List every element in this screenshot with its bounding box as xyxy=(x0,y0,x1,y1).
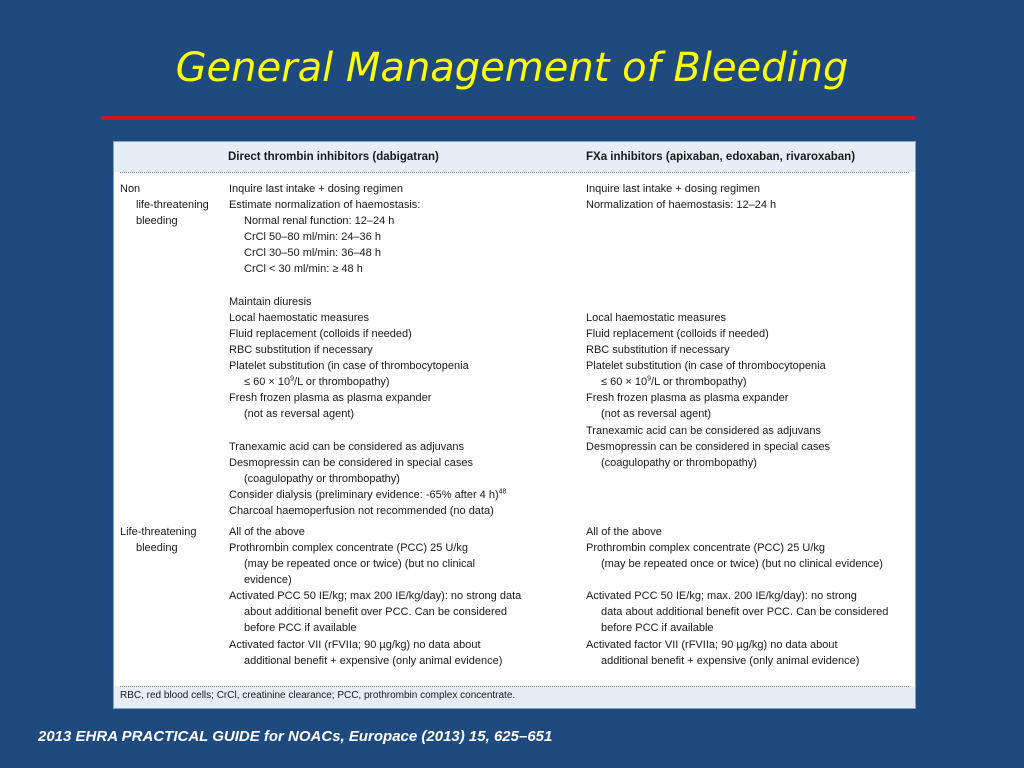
dti-platelet-unit: /L or thrombopathy) xyxy=(294,376,390,388)
dti-dialysis-text: Consider dialysis (preliminary evidence: -65% after 4 h) xyxy=(229,489,499,501)
dti-line: Fluid replacement (colloids if needed) xyxy=(229,328,412,340)
dti-life-line: about additional benefit over PCC. Can be considered xyxy=(244,606,507,618)
row-label-life-2: bleeding xyxy=(136,542,178,554)
dti-superscript-48: 48 xyxy=(498,488,507,496)
dti-life-line: Activated PCC 50 IE/kg; max 200 IE/kg/day): no strong data xyxy=(229,590,522,602)
fxa-platelet-unit: /L or thrombopathy) xyxy=(651,376,747,388)
fxa-life-line: before PCC if available xyxy=(601,622,714,634)
fxa-line: Tranexamic acid can be considered as adjuvans xyxy=(586,425,822,437)
dti-life-line: evidence) xyxy=(244,574,292,586)
dti-line: CrCl 30–50 ml/min: 36–48 h xyxy=(244,247,381,259)
dti-life-line: (may be repeated once or twice) (but no clinical xyxy=(244,558,476,570)
fxa-life-line: additional benefit + expensive (only animal evidence) xyxy=(601,655,860,667)
dti-platelet-threshold: ≤ 60 × 10 xyxy=(244,376,291,388)
dti-line: Desmopressin can be considered in special cases xyxy=(229,457,473,469)
table-header-row xyxy=(114,142,915,172)
dti-line: (coagulopathy or thrombopathy) xyxy=(244,473,400,485)
dti-line: Charcoal haemoperfusion not recommended (no data) xyxy=(229,505,494,517)
dti-line: Fresh frozen plasma as plasma expander xyxy=(229,392,432,404)
dti-line: (not as reversal agent) xyxy=(244,408,355,420)
fxa-line: RBC substitution if necessary xyxy=(586,344,730,356)
row-label-life-1: Life-threatening xyxy=(120,526,197,538)
fxa-line: Normalization of haemostasis: 12–24 h xyxy=(586,199,777,211)
dti-line xyxy=(244,374,390,390)
citation: 2013 EHRA PRACTICAL GUIDE for NOACs, Europace (2013) 15, 625–651 xyxy=(38,728,553,745)
fxa-life-line: (may be repeated once or twice) (but no clinical evidence) xyxy=(601,558,883,570)
row-label-nonlife-2: life-threatening xyxy=(136,199,209,211)
header-divider xyxy=(120,172,909,173)
dti-superscript-9: 9 xyxy=(290,375,295,383)
fxa-line: (coagulopathy or thrombopathy) xyxy=(601,457,757,469)
fxa-line: Local haemostatic measures xyxy=(586,312,727,324)
fxa-line: Fluid replacement (colloids if needed) xyxy=(586,328,769,340)
fxa-life-line: Activated PCC 50 IE/kg; max. 200 IE/kg/day): no strong xyxy=(586,590,857,602)
dti-line: CrCl 50–80 ml/min: 24–36 h xyxy=(244,231,381,243)
fxa-line: Inquire last intake + dosing regimen xyxy=(586,183,760,195)
column-header-fxa: FXa inhibitors (apixaban, edoxaban, rivaroxaban) xyxy=(586,151,856,163)
fxa-line: Desmopressin can be considered in special cases xyxy=(586,441,830,453)
dti-life-line: All of the above xyxy=(229,526,305,538)
dti-life-line: additional benefit + expensive (only animal evidence) xyxy=(244,655,503,667)
dti-line: Tranexamic acid can be considered as adjuvans xyxy=(229,441,465,453)
dti-line: Platelet substitution (in case of thrombocytopenia xyxy=(229,360,469,372)
dti-line: Inquire last intake + dosing regimen xyxy=(229,183,403,195)
dti-line: Local haemostatic measures xyxy=(229,312,370,324)
fxa-line: Fresh frozen plasma as plasma expander xyxy=(586,392,789,404)
fxa-line xyxy=(601,374,747,390)
table-footnote: RBC, red blood cells; CrCl, creatinine clearance; PCC, prothrombin complex concentrate. xyxy=(120,690,516,701)
slide-title: General Management of Bleeding xyxy=(175,45,849,91)
fxa-life-line: data about additional benefit over PCC. Can be considered xyxy=(601,606,889,618)
dti-life-line: Activated factor VII (rFVIIa; 90 µg/kg) no data about xyxy=(229,639,481,651)
dti-line: RBC substitution if necessary xyxy=(229,344,373,356)
fxa-line: (not as reversal agent) xyxy=(601,408,712,420)
footer-divider xyxy=(120,686,909,687)
fxa-life-line: Prothrombin complex concentrate (PCC) 25 U/kg xyxy=(586,542,826,554)
row-label-nonlife-3: bleeding xyxy=(136,215,178,227)
fxa-life-line: All of the above xyxy=(586,526,662,538)
fxa-line: Platelet substitution (in case of thrombocytopenia xyxy=(586,360,826,372)
management-table xyxy=(113,141,916,709)
dti-line xyxy=(229,487,506,503)
dti-line: Normal renal function: 12–24 h xyxy=(244,215,395,227)
dti-life-line: Prothrombin complex concentrate (PCC) 25 U/kg xyxy=(229,542,469,554)
dti-line: CrCl < 30 ml/min: ≥ 48 h xyxy=(244,263,363,275)
column-header-dti: Direct thrombin inhibitors (dabigatran) xyxy=(228,151,439,163)
dti-life-line: before PCC if available xyxy=(244,622,357,634)
title-underline xyxy=(101,116,915,120)
row-label-nonlife-1: Non xyxy=(120,183,141,195)
dti-line: Maintain diuresis xyxy=(229,296,312,308)
dti-line: Estimate normalization of haemostasis: xyxy=(229,199,421,211)
fxa-platelet-threshold: ≤ 60 × 10 xyxy=(601,376,648,388)
fxa-superscript-9: 9 xyxy=(647,375,652,383)
fxa-life-line: Activated factor VII (rFVIIa; 90 µg/kg) no data about xyxy=(586,639,838,651)
